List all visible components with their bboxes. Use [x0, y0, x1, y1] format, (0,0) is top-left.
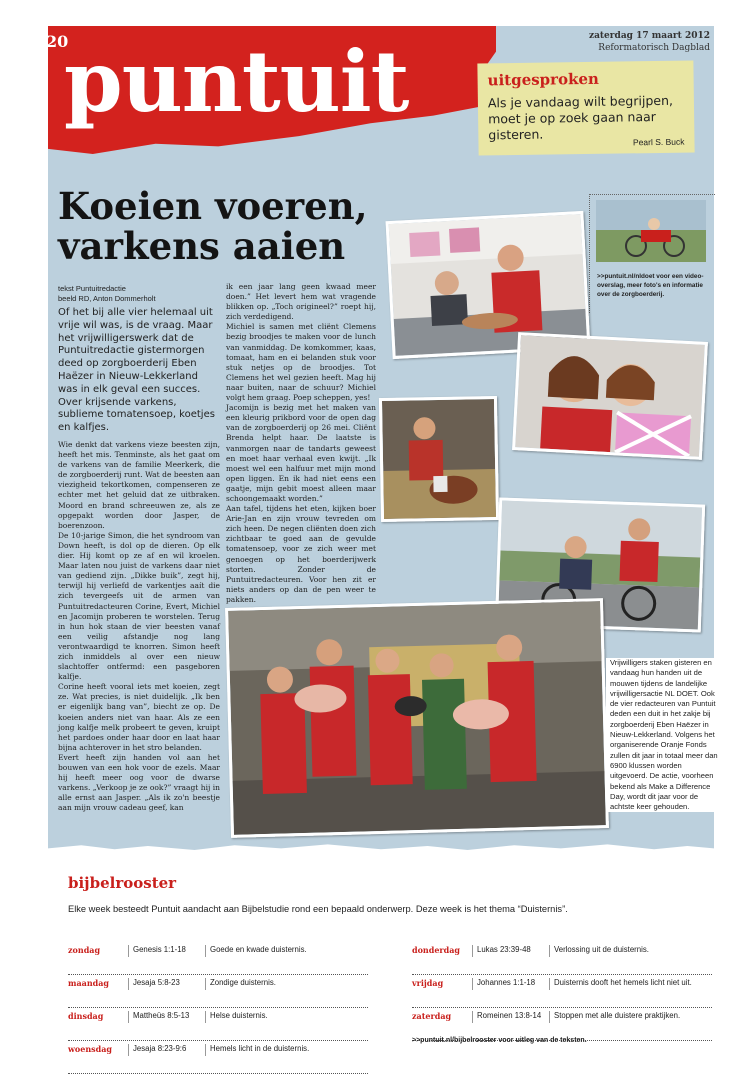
- quote-box: [477, 60, 694, 155]
- schedule-right: [412, 942, 712, 1041]
- paragraph: Aan tafel, tijdens het eten, kijken boer Arie-Jan en zijn vrouw tevreden om zich heen. De negen cliënten doen zich zichtbaar te goed aan de gevulde tomatensoep, voor ze zich weer met genoegen op het boerderijwerk storten. Zonder de Puntuitredacteuren. Voor hen zit er niets anders op dan de pen weer te pakken.: [226, 504, 376, 604]
- schedule-day: zondag: [68, 945, 101, 955]
- sidebar-link-text[interactable]: >>puntuit.nl/nldoet voor een video-overslag, meer foto's en informatie over de zorgboerderij.: [597, 273, 704, 298]
- article-credits: [58, 284, 156, 304]
- paragraph: De 10-jarige Simon, die het syndroom van Down heeft, is dol op de dieren. Op elk dier. Hij komt op ze af en wil kroelen. Maar laten nou juist de varkens daar niet van gediend zijn. „Dikke buik”, zegt hij, terwijl hij verliefd de varkentjes aaít die zich tevergeefs uit de armen van Puntuitredacteuren Corine, Evert, Michiel en Jacomijn proberen te worstelen. Terug in hun hok staan de vier beesten vanaf een veilig afstandje nog lang verontwaardigd te knorren. Simon heeft zich inmiddels al over een nieuw slachtoffer ontfermd: een pasgeboren kalfje.: [58, 530, 220, 682]
- sidebar-photo-bicycle: [596, 200, 706, 262]
- photo-credit: beeld RD, Anton Dommerholt: [58, 294, 156, 303]
- bijbelrooster-link[interactable]: >>puntuit.nl/bijbelrooster voor uitleg van de teksten.: [412, 1037, 587, 1044]
- schedule-row: [68, 942, 368, 975]
- schedule-reference: Jesaja 5:8-23: [128, 978, 207, 990]
- schedule-row: [68, 1008, 368, 1041]
- schedule-day: donderdag: [412, 945, 461, 955]
- quote-author: Pearl S. Buck: [632, 136, 685, 148]
- schedule-reference: Romeinen 13:8-14: [472, 1011, 551, 1023]
- schedule-day: dinsdag: [68, 1011, 104, 1021]
- article-column-2: [226, 282, 376, 605]
- schedule-day: maandag: [68, 978, 110, 988]
- photo-two-women: [512, 332, 708, 460]
- paragraph: Michiel is samen met cliënt Clemens bezig broodjes te maken voor de lunch van vanmiddag. De komkommer, kaas, tomaat, ham en ei belanden stuk voor stuk netjes op de broodjes. Tot Clemens het wel gezien heeft. Mag hij naar buiten, naar de schuur? Michiel volgt hem graag. Poep scheppen, yes!: [226, 322, 376, 403]
- issue-date: zaterdag 17 maart 2012: [588, 31, 710, 41]
- schedule-left: [68, 942, 368, 1074]
- schedule-reference: Johannes 1:1-18: [472, 978, 551, 990]
- schedule-reference: Genesis 1:1-18: [128, 945, 207, 957]
- page-number: 20: [46, 32, 69, 51]
- article-headline: Koeien voeren, varkens aaien: [58, 184, 368, 268]
- date-line: [560, 30, 710, 54]
- paragraph: Evert heeft zijn handen vol aan het bouwen van een hok voor de ezels. Maar hij heeft meer oog voor de dwarse varkens. „Verkoop je ze ook?” vraagt hij in alle ernst aan Jasper. „Als ik zo'n beestje aan mijn vrouw cadeau geef, kan: [58, 752, 220, 813]
- text-credit: tekst Puntuitredactie: [58, 284, 126, 293]
- schedule-description: Duisternis dooft het hemels licht niet uit.: [549, 978, 724, 990]
- bijbelrooster-title: bijbelrooster: [68, 874, 177, 892]
- schedule-day: woensdag: [68, 1044, 113, 1054]
- photo-calf: [379, 396, 499, 522]
- paragraph: Wie denkt dat varkens vieze beesten zijn, heeft het mis. Tenminste, als het gaat om de varkens van de familie Meerkerk, die de zorgboerderij runt. Wat de beesten aan viezigheid tekortkomen, compenseren ze echter met het geluid dat ze uitbraken. Moord en brand schreeuwen ze, als ze opgepakt worden door Jasper, de boerenzoon.: [58, 440, 220, 530]
- schedule-row: [68, 1041, 368, 1074]
- bijbelrooster-intro: Elke week besteedt Puntuit aandacht aan Bijbelstudie rond een bepaald onderwerp. Deze week is het thema “Duisternis”.: [68, 904, 568, 914]
- schedule-row: [412, 975, 712, 1008]
- photo-caption: Vrijwilligers staken gisteren en vandaag hun handen uit de mouwen tijdens de landelijke vrijwilligersactie NL DOET. Ook de vier redacteuren van Puntuit deden een duit in het zakje bij zorgboerderij Eben Haëzer in Nieuw-Lekkerland. Volgens het organiserende Oranje Fonds zullen dit jaar in totaal meer dan 6900 klussen worden uitgevoerd. De actie, voorheen bekend als Make a Difference Day, wordt dit jaar voor de achtste keer gehouden.: [606, 658, 724, 812]
- paragraph: ik een jaar lang geen kwaad meer doen.” Het levert hem wat vragende blikken op. „Toch origineel?” roept hij, zich verdedigend.: [226, 282, 376, 322]
- schedule-description: Zondige duisternis.: [205, 978, 380, 990]
- schedule-reference: Lukas 23:39-48: [472, 945, 551, 957]
- schedule-description: Hemels licht in de duisternis.: [205, 1044, 380, 1056]
- quote-text: Als je vandaag wilt begrijpen, moet je op zoek gaan naar gisteren.: [487, 92, 674, 143]
- schedule-description: Helse duisternis.: [205, 1011, 380, 1023]
- schedule-day: vrijdag: [412, 978, 444, 988]
- photo-group-pigs: [225, 598, 609, 838]
- article-column-1: [58, 440, 220, 813]
- schedule-description: Goede en kwade duisternis.: [205, 945, 380, 957]
- schedule-reference: Mattheüs 8:5-13: [128, 1011, 207, 1023]
- schedule-row: [68, 975, 368, 1008]
- schedule-description: Stoppen met alle duistere praktijken.: [549, 1011, 724, 1023]
- schedule-row: [412, 942, 712, 975]
- paragraph: Corine heeft vooral iets met koeien, zegt ze. Wat precies, is niet duidelijk. „Ik ben er eigenlijk bang van”, biecht ze op. De koeien anders niet van haar. Als ze een jong kalfje melk probeert te geven, kruipt het pardoes onder haar door en laat haar bijna achterover in het stro belanden.: [58, 682, 220, 752]
- schedule-day: zaterdag: [412, 1011, 452, 1021]
- schedule-reference: Jesaja 8:23-9:6: [128, 1044, 207, 1056]
- schedule-description: Verlossing uit de duisternis.: [549, 945, 724, 957]
- article-lead: Of het bij alle vier helemaal uit vrije wil was, is de vraag. Maar het vrijwilligerswerk dat de Puntuitredactie gistermorgen deed op zorgboerderij Eben Haëzer in Nieuw-Lekkerland was in elk geval een succes. Over krijsende varkens, sublieme tomatensoep, koetjes en kalfjes.: [58, 307, 215, 434]
- paragraph: Jacomijn is bezig met het maken van een kleurig prikbord voor de open dag van de zorgboerderij op 26 mei. Cliënt Brenda helpt haar. De laatste is vanmorgen naar de tandarts geweest en moet haar verhaal even kwijt. „Ik moest wel een halfuur met mijn mond open liggen. En ik had niet eens een gaatje, mijn gebit moest alleen maar schoongemaakt worden.”: [226, 403, 376, 503]
- section-title: puntuit: [64, 32, 409, 131]
- paper-name: Reformatorisch Dagblad: [598, 43, 710, 53]
- quote-kicker: uitgesproken: [487, 69, 599, 90]
